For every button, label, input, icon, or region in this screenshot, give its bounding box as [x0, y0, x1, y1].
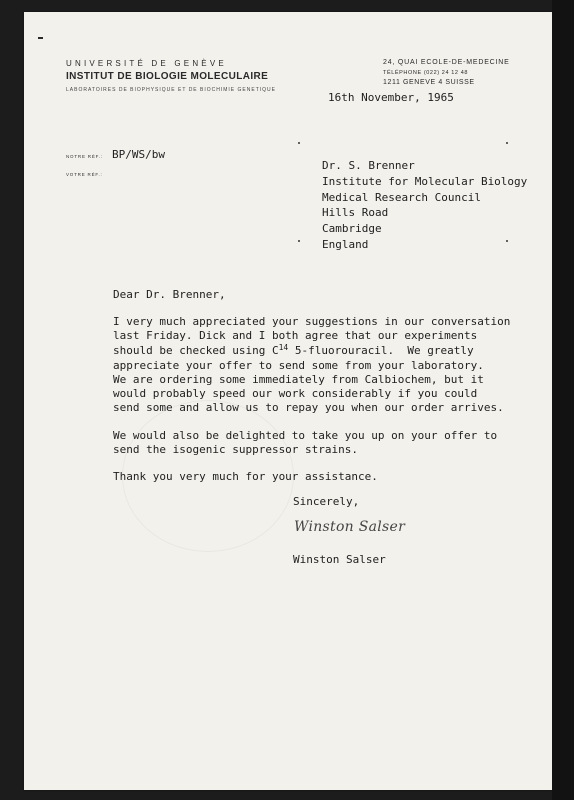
letterhead-university: UNIVERSITÉ DE GENÈVE: [66, 59, 227, 68]
address-street: 24, QUAI ECOLE-DE-MEDECINE: [383, 59, 510, 66]
address-window-corner: [298, 240, 300, 242]
isotope-superscript: 14: [278, 342, 289, 352]
recipient-line: Cambridge: [322, 222, 382, 236]
signer-name: Winston Salser: [293, 553, 386, 566]
address-city: 1211 GENEVE 4 SUISSE: [383, 79, 475, 86]
our-reference-value: BP/WS/bw: [112, 148, 165, 161]
recipient-line: Medical Research Council: [322, 190, 481, 204]
your-reference-label: VOTRE RÉF.:: [66, 172, 103, 177]
handwritten-signature: Winston Salser: [294, 519, 406, 535]
our-reference-label: NOTRE RÉF.:: [66, 154, 103, 159]
address-telephone: TÉLÉPHONE (022) 24 12 48: [383, 70, 469, 76]
body-paragraph-2: We would also be delighted to take you up on your offer to send the isogenic suppressor strains.: [113, 428, 498, 456]
letter-body: [113, 288, 543, 497]
recipient-line: Institute for Molecular Biology: [322, 174, 528, 188]
recipient-line: Hills Road: [322, 206, 389, 220]
letter-date: 16th November, 1965: [328, 91, 454, 104]
letterhead-institute: INSTITUT DE BIOLOGIE MOLECULAIRE: [66, 71, 269, 82]
body-paragraph-3: Thank you very much for your assistance.: [113, 470, 378, 484]
address-window-corner: [298, 142, 300, 144]
body-paragraph-1: [113, 315, 543, 415]
scan-mark: [38, 37, 43, 39]
scan-edge: [552, 0, 574, 800]
recipient-line: England: [322, 237, 369, 251]
address-window-corner: [506, 142, 508, 144]
recipient-line: Dr. S. Brenner: [322, 159, 415, 172]
paragraph-1-end: 5-fluorouracil. We greatly appreciate your offer to send some from your laboratory. We are ordering some immediately from Calbiochem, but it would probably speed our work considerably if you could send some and allow us to repay you when our order arrives.: [113, 343, 504, 415]
letterhead-laboratories: LABORATOIRES DE BIOPHYSIQUE ET DE BIOCHIMIE GENETIQUE: [66, 87, 276, 93]
closing: Sincerely,: [293, 495, 360, 508]
paragraph-1-start: I very much appreciated your suggestions in our conversation last Friday. Dick and I both agree that our experiments should be checked using C: [113, 315, 511, 357]
salutation: Dear Dr. Brenner,: [113, 288, 226, 301]
recipient-address: [322, 158, 527, 253]
